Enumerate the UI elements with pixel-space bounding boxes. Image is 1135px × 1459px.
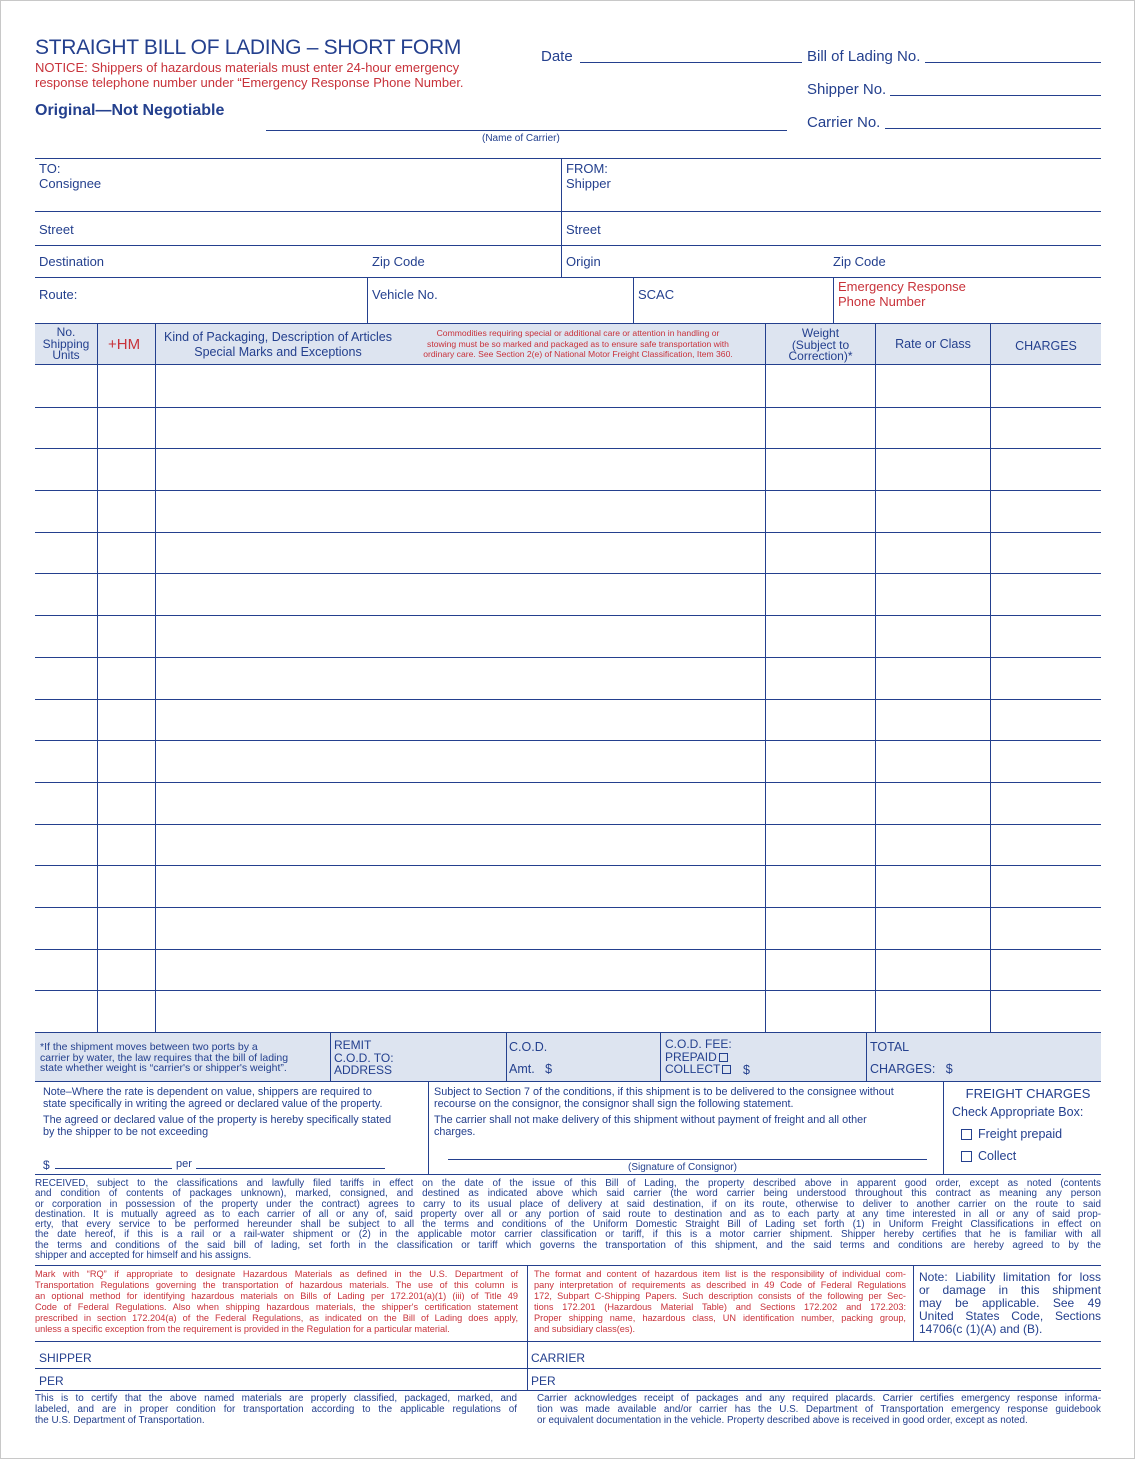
consignor-signature-caption: (Signature of Consignor) xyxy=(628,1162,737,1173)
declared-value-per: per xyxy=(176,1158,192,1170)
hazmat-mid-line: and subsidiary class(es). xyxy=(534,1324,636,1334)
table-row[interactable] xyxy=(35,490,1101,491)
address-rule-1 xyxy=(35,211,1101,212)
hazmat-mid-line: 172, Subpart C-Shipping Papers. Such description consists of the following per Sec- xyxy=(534,1291,906,1301)
carrier-per-label[interactable]: PER xyxy=(531,1374,556,1388)
cod-divider-4 xyxy=(866,1032,867,1081)
route-divider-3 xyxy=(833,277,834,323)
table-row[interactable] xyxy=(35,949,1101,950)
freight-check-label: Check Appropriate Box: xyxy=(952,1105,1084,1119)
cod-amt-label: Amt. $ xyxy=(509,1062,553,1076)
cod-prepaid-checkbox[interactable] xyxy=(719,1053,728,1062)
address-divider xyxy=(561,158,562,277)
notice-line-2: response telephone number under “Emergency Response Phone Number. xyxy=(35,75,464,90)
col-kind-header: Kind of Packaging, Description of Articles Special Marks and Exceptions xyxy=(164,330,392,359)
col-units-header: No. Shipping Units xyxy=(42,325,90,362)
shipper-per-label[interactable]: PER xyxy=(39,1374,64,1388)
freight-prepaid-checkbox[interactable] xyxy=(961,1129,972,1140)
table-row[interactable] xyxy=(35,907,1101,908)
shipper-cert-line: the U.S. Department of Transportation. xyxy=(35,1415,205,1426)
original-not-negotiable: Original—Not Negotiable xyxy=(35,102,225,119)
received-terms-paragraph xyxy=(35,1179,1101,1261)
received-line: the terms and conditions of the said bill of lading, set forth in the classification or tariff which governs the transportation of this shipment, and the said terms and conditions are hereby agreed to by the xyxy=(35,1239,1101,1251)
consignee-label: Consignee xyxy=(39,176,102,191)
shipper-no-field[interactable] xyxy=(890,95,1101,96)
table-row[interactable] xyxy=(35,407,1101,408)
shipper-signature-label: SHIPPER xyxy=(39,1351,92,1365)
address-rule-3 xyxy=(35,277,1101,278)
date-field[interactable] xyxy=(580,62,802,63)
cod-divider-1 xyxy=(330,1032,331,1081)
form-title: STRAIGHT BILL OF LADING – SHORT FORM xyxy=(35,36,462,59)
hazmat-left-line: prescribed in section 172.204(a) of the Federal Regulations, as indicated on the Bill of Lading does apply, xyxy=(35,1313,518,1323)
liability-note xyxy=(919,1271,1101,1336)
signature-top-rule xyxy=(35,1341,1101,1342)
carrier-ack-line: Carrier acknowledges receipt of packages and any required placards. Carrier certifies emergency response informa- xyxy=(537,1393,1101,1404)
scac-label: SCAC xyxy=(638,287,675,302)
carrier-no-field[interactable] xyxy=(885,128,1101,129)
shipper-cert-line: labeled, and are in proper condition for transportation according to the applicable regulations of xyxy=(35,1404,517,1415)
street-left-label: Street xyxy=(39,222,74,237)
terms-bottom-rule xyxy=(35,1174,1101,1175)
cod-label: C.O.D. xyxy=(509,1040,548,1054)
shipper-cert-line: This is to certify that the above named materials are properly classified, packaged, marked, and xyxy=(35,1393,517,1404)
hazmat-format-note xyxy=(534,1269,906,1335)
from-label: FROM: xyxy=(566,161,608,176)
total-charges-label: CHARGES: $ xyxy=(870,1062,953,1076)
liability-line: Note: Liability limitation for loss xyxy=(919,1270,1101,1284)
table-row[interactable] xyxy=(35,573,1101,574)
declared-value-per-field[interactable] xyxy=(196,1168,385,1169)
table-row[interactable] xyxy=(35,448,1101,449)
remit-cod-address-label: REMIT C.O.D. TO: ADDRESS xyxy=(334,1038,394,1077)
received-line: destination. It is mutually agreed as to each carrier of all or any of, said property over all or any portion of said route to destination and as to each party at any time interested in all or any of said prop- xyxy=(35,1208,1101,1220)
hazmat-left-line: Mark with “RQ” if appropriate to designate Hazardous Materials as defined in the U.S. Department of xyxy=(35,1269,518,1279)
cod-row-top-rule xyxy=(35,1032,1101,1033)
origin-label: Origin xyxy=(566,254,601,269)
col-divider-rate xyxy=(990,323,991,1032)
hazmat-divider-2 xyxy=(913,1265,914,1341)
col-divider-units xyxy=(97,323,98,1032)
liability-line: 14706(c (1)(A) and (B). xyxy=(919,1322,1043,1336)
table-row[interactable] xyxy=(35,615,1101,616)
route-divider-2 xyxy=(633,277,634,323)
liability-line: may be applicable. See 49 xyxy=(919,1296,1101,1310)
table-row[interactable] xyxy=(35,532,1101,533)
signature-bottom-rule xyxy=(35,1390,1101,1391)
address-rule-2 xyxy=(35,245,1101,246)
received-line: erty, that every service to be performed hereunder shall be subject to all the terms and conditions of the Uniform Domestic Straight Bill of Lading set forth (1) in Uniform Freight Classifications in effect on xyxy=(35,1219,1101,1231)
cod-fee-label: C.O.D. FEE: PREPAID COLLECT xyxy=(665,1037,732,1076)
hazmat-left-line: an optional method for identifying hazardous materials on Bills of Lading per 172.201(a)(1) (iii) of Title 49 xyxy=(35,1291,518,1301)
section7-text: Subject to Section 7 of the conditions, if this shipment is to be delivered to the consignee without recourse on the consignor, the consignor shall sign the following statement. The carrier shall not make delivery of this shipment without payment of freight and all other charges. xyxy=(434,1086,894,1138)
table-row[interactable] xyxy=(35,657,1101,658)
table-row[interactable] xyxy=(35,782,1101,783)
carrier-signature-label: CARRIER xyxy=(531,1351,586,1365)
col-divider-weight xyxy=(875,323,876,1032)
address-top-rule xyxy=(35,158,1101,159)
declared-value-field[interactable] xyxy=(55,1168,172,1169)
bill-of-lading-no-label: Bill of Lading No. xyxy=(807,48,921,65)
commodities-note: Commodities requiring special or additional care or attention in handling or stowing must be so marked and packaged as to ensure safe transportation with ordinary care. See Section 2(e) of National Motor Freight Classification, Item 360. xyxy=(423,328,733,359)
hazmat-left-line: unless a specific exception from the requirement is provided in the Regulation for a particular material. xyxy=(35,1324,450,1334)
hazmat-mid-line: Proper shipping name, hazardous class, UN identification number, packing group, xyxy=(534,1313,906,1323)
received-bottom-rule xyxy=(35,1265,1101,1266)
vehicle-no-label: Vehicle No. xyxy=(372,287,438,302)
received-line: or corporation in possession of the property under the contract) agrees to carry to its usual place of delivery at said destination, if on its route, otherwise to deliver to another carrier on the route to said xyxy=(35,1198,1101,1210)
cod-collect-checkbox[interactable] xyxy=(722,1065,731,1074)
carrier-acknowledgement xyxy=(537,1393,1101,1426)
col-charges-header: CHARGES xyxy=(1015,339,1077,353)
hazmat-divider-1 xyxy=(527,1265,528,1341)
street-right-label: Street xyxy=(566,222,601,237)
route-label: Route: xyxy=(39,287,78,302)
col-hm-header: +HM xyxy=(108,336,141,353)
consignor-signature-field[interactable] xyxy=(448,1159,927,1160)
phone-number-label: Phone Number xyxy=(838,294,926,309)
hazmat-mid-line: pany interpretation of requirements as described in 49 Code of Federal Regulations xyxy=(534,1280,906,1290)
freight-charges-title: FREIGHT CHARGES xyxy=(965,1086,1091,1101)
signature-mid-rule xyxy=(35,1368,1101,1369)
received-line: the date hereof, if this is a rail or a rail-water shipment or (2) in the applicable motor carrier classification or tariff, if this is a motor carrier shipment. Shipper hereby certifies that he is familiar with all xyxy=(35,1229,1101,1241)
notice-line-1: NOTICE: Shippers of hazardous materials must enter 24-hour emergency xyxy=(35,60,460,75)
liability-line: or damage in this shipment xyxy=(919,1283,1101,1297)
received-line: shipper and accepted for himself and his assigns. xyxy=(35,1250,252,1262)
cod-divider-2 xyxy=(506,1032,507,1081)
hazmat-mid-line: The format and content of hazardous item list is the responsibility of individual com- xyxy=(534,1269,906,1279)
table-row[interactable] xyxy=(35,740,1101,741)
received-line: and condition of contents of packages unknown), marked, consigned, and destined as indicated above which said carrier (the word carrier being understood throughout this contract as meaning any person xyxy=(35,1188,1101,1200)
emergency-response-label: Emergency Response xyxy=(838,279,966,294)
zip-code-right-label: Zip Code xyxy=(833,254,886,269)
col-weight-header: Weight (Subject to Correction)* xyxy=(788,326,853,363)
table-header-top-rule xyxy=(35,323,1101,324)
carrier-no-label: Carrier No. xyxy=(807,114,881,131)
terms-divider-1 xyxy=(428,1081,429,1174)
carrier-name-caption: (Name of Carrier) xyxy=(482,133,560,144)
table-row[interactable] xyxy=(35,990,1101,991)
declared-value-dollar: $ xyxy=(43,1158,50,1172)
hazmat-left-line: Code of Federal Regulations. Also when shipping hazardous materials, the shipper's certification statement xyxy=(35,1302,518,1312)
table-row[interactable] xyxy=(35,824,1101,825)
freight-collect-option[interactable]: Collect xyxy=(961,1149,1016,1163)
signature-divider xyxy=(527,1341,528,1390)
destination-label: Destination xyxy=(39,254,105,269)
hazmat-rq-note xyxy=(35,1269,518,1335)
weight-footnote: *If the shipment moves between two ports by a carrier by water, the law requires that the bill of lading state whether weight is “carrier's or shipper's weight”. xyxy=(40,1041,289,1074)
freight-collect-checkbox[interactable] xyxy=(961,1151,972,1162)
carrier-name-field[interactable] xyxy=(266,130,787,131)
col-rate-header: Rate or Class xyxy=(895,337,971,351)
terms-divider-2 xyxy=(943,1081,944,1174)
table-row[interactable] xyxy=(35,865,1101,866)
carrier-ack-line: tion was made available and/or carrier has the U.S. Department of Transportation emergency response guidebook xyxy=(537,1404,1101,1415)
shipper-no-label: Shipper No. xyxy=(807,81,887,98)
zip-code-left-label: Zip Code xyxy=(372,254,425,269)
cod-fee-dollar: $ xyxy=(743,1063,750,1077)
table-row[interactable] xyxy=(35,699,1101,700)
freight-prepaid-option[interactable]: Freight prepaid xyxy=(961,1127,1062,1141)
table-header-bottom-rule xyxy=(35,364,1101,365)
shipper-label: Shipper xyxy=(566,176,611,191)
col-divider-kind xyxy=(765,323,766,1032)
received-line: RECEIVED, subject to the classifications and lawfully filed tariffs in effect on the date of the issue of this Bill of Lading, the property described above in apparent good order, except as noted (contents xyxy=(35,1178,1101,1189)
date-label: Date xyxy=(541,48,573,65)
cod-divider-3 xyxy=(660,1032,661,1081)
route-divider-1 xyxy=(367,277,368,323)
bill-of-lading-no-field[interactable] xyxy=(925,62,1101,63)
shipper-certification xyxy=(35,1393,517,1426)
cod-row-bottom-rule xyxy=(35,1081,1101,1082)
col-divider-hm xyxy=(155,323,156,1032)
hazmat-left-line: Transportation Regulations governing the transportation of hazardous materials. The use of this column is xyxy=(35,1280,518,1290)
total-label: TOTAL xyxy=(870,1040,910,1054)
liability-line: United States Code, Sections xyxy=(919,1309,1101,1323)
hazmat-mid-line: tions 172.201 (Hazardous Material Table) and Sections 172.202 and 172.203: xyxy=(534,1302,906,1312)
to-label: TO: xyxy=(39,161,61,176)
carrier-ack-line: or equivalent documentation in the vehicle. Property described above is received in good order, except as noted. xyxy=(537,1415,1028,1426)
declared-value-note: Note–Where the rate is dependent on value, shippers are required to state specifically in writing the agreed or declared value of the property. The agreed or declared value of the property is hereby specifically stated by the shipper to be not exceeding xyxy=(43,1086,392,1138)
